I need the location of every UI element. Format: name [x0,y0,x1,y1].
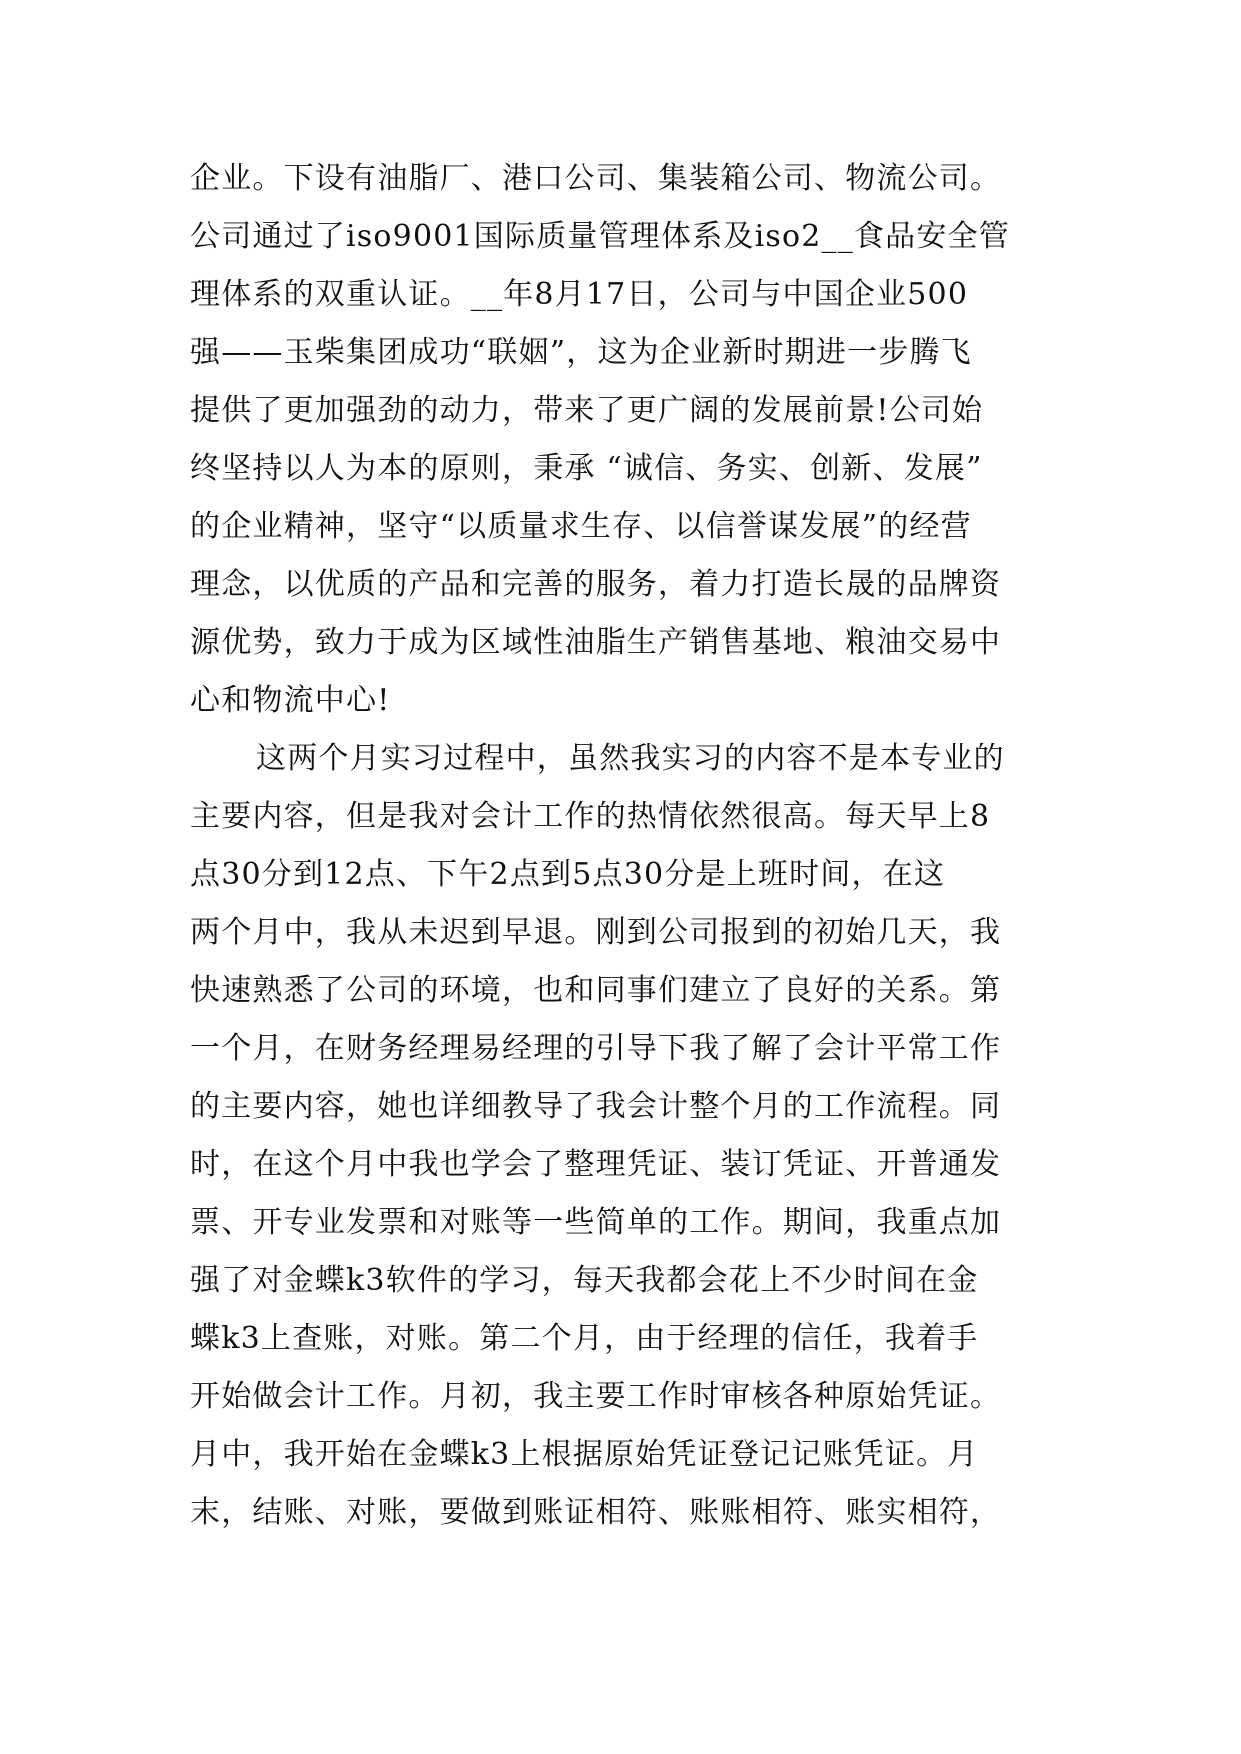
text-line: 快速熟悉了公司的环境，也和同事们建立了良好的关系。第 [190,973,1002,1008]
text-line: 末，结账、对账，要做到账证相符、账账相符、账实相符， [190,1495,1002,1530]
text-line: 的企业精神，坚守“以质量求生存、以信誉谋发展”的经营 [190,509,972,544]
text-line: 强了对金蝶k3软件的学习，每天我都会花上不少时间在金 [190,1263,979,1298]
text-line: 提供了更加强劲的动力，带来了更广阔的发展前景!公司始 [190,393,984,428]
text-line: 主要内容，但是我对会计工作的热情依然很高。每天早上8 [190,799,991,834]
document-body [190,150,1070,1542]
text-line: 点30分到12点、下午2点到5点30分是上班时间，在这 [190,857,946,892]
text-line: 一个月，在财务经理易经理的引导下我了解了会计平常工作 [190,1031,1002,1066]
text-line: 公司通过了iso9001国际质量管理体系及iso2__食品安全管 [190,219,1010,254]
text-line: 开始做会计工作。月初，我主要工作时审核各种原始凭证。 [190,1379,1002,1414]
text-line: 蝶k3上查账，对账。第二个月，由于经理的信任，我着手 [190,1321,979,1356]
text-line: 理念，以优质的产品和完善的服务，着力打造长晟的品牌资 [190,567,1002,602]
text-line: 的主要内容，她也详细教导了我会计整个月的工作流程。同 [190,1089,1002,1124]
text-line: 源优势，致力于成为区域性油脂生产销售基地、粮油交易中 [190,625,1002,660]
text-line: 两个月中，我从未迟到早退。刚到公司报到的初始几天，我 [190,915,1002,950]
text-line: 票、开专业发票和对账等一些简单的工作。期间，我重点加 [190,1205,1002,1240]
paragraph-2 [190,730,1070,1542]
text-line: 时，在这个月中我也学会了整理凭证、装订凭证、开普通发 [190,1147,1002,1182]
text-line: 理体系的双重认证。__年8月17日，公司与中国企业500 [190,277,969,312]
text-line: 企业。下设有油脂厂、港口公司、集装箱公司、物流公司。 [190,161,1002,196]
text-line: 终坚持以人为本的原则，秉承 “诚信、务实、创新、发展” [190,451,983,486]
text-line: 强——玉柴集团成功“联姻”，这为企业新时期进一步腾飞 [190,335,972,370]
paragraph-1 [190,150,1070,730]
text-line: 心和物流中心! [190,683,391,718]
text-line: 这两个月实习过程中，虽然我实习的内容不是本专业的 [256,741,1005,776]
text-line: 月中，我开始在金蝶k3上根据原始凭证登记记账凭证。月 [190,1437,979,1472]
